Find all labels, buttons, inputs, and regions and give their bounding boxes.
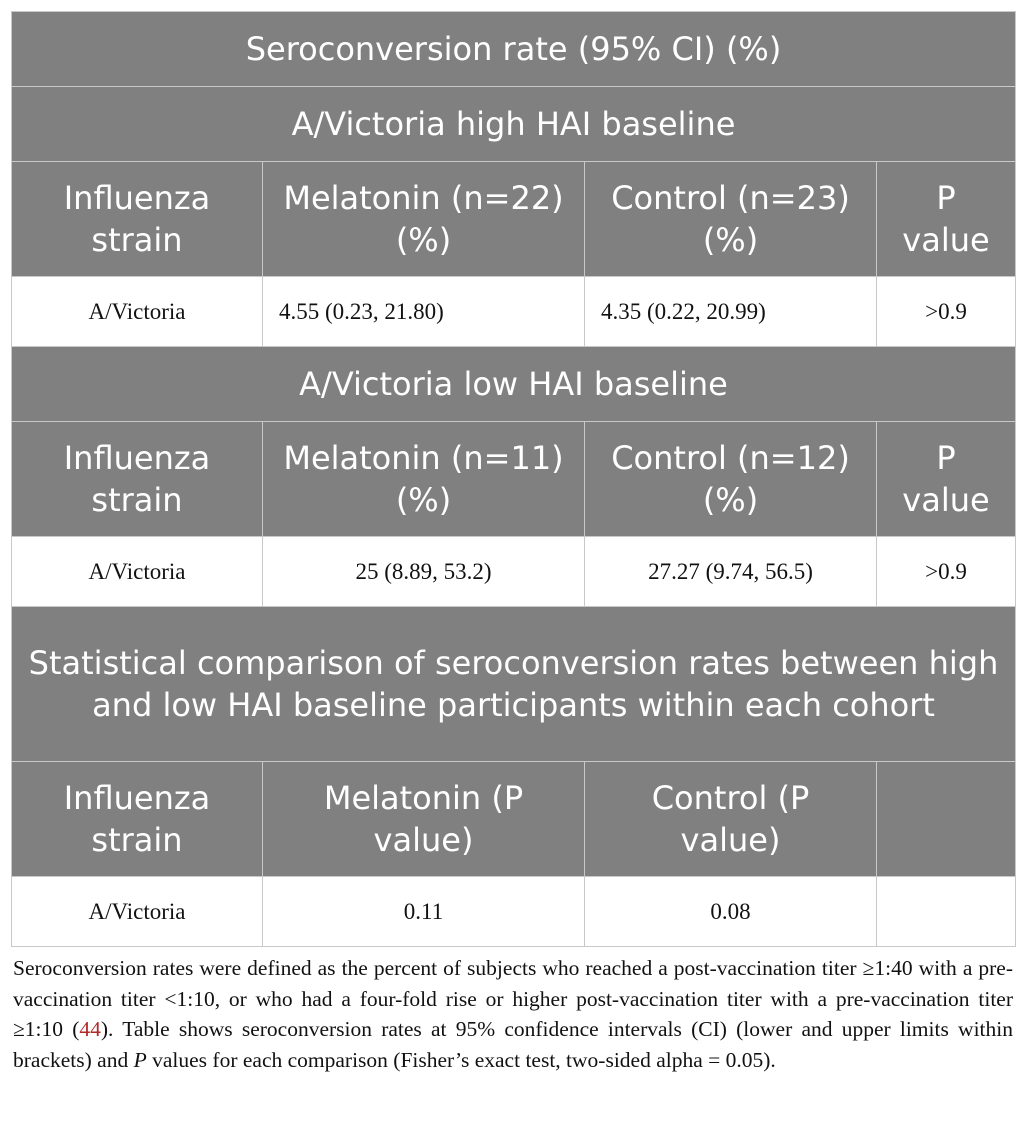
seroconversion-table bbox=[11, 11, 1016, 947]
footnote-text-2: ). Table shows seroconversion rates at 95% confidence intervals (CI) (lower and upper limits within brackets) and bbox=[13, 1017, 1013, 1072]
cell-control: 4.35 (0.22, 20.99) bbox=[585, 277, 877, 347]
reference-link[interactable]: 44 bbox=[79, 1017, 101, 1041]
table-footnote bbox=[13, 953, 1013, 1075]
column-header-control: Control (n=12) (%) bbox=[585, 422, 877, 537]
column-header-melatonin: Melatonin (n=11) (%) bbox=[263, 422, 585, 537]
cell-melatonin: 4.55 (0.23, 21.80) bbox=[263, 277, 585, 347]
column-header-empty bbox=[877, 762, 1016, 877]
header-row-high-baseline bbox=[12, 162, 1016, 277]
cell-strain: A/Victoria bbox=[12, 877, 263, 947]
column-header-strain: Influenza strain bbox=[12, 422, 263, 537]
table-row bbox=[12, 277, 1016, 347]
table-row bbox=[12, 877, 1016, 947]
column-header-melatonin-p: Melatonin (P value) bbox=[263, 762, 585, 877]
column-header-control: Control (n=23) (%) bbox=[585, 162, 877, 277]
column-header-strain: Influenza strain bbox=[12, 762, 263, 877]
cell-control-p: 0.08 bbox=[585, 877, 877, 947]
cell-strain: A/Victoria bbox=[12, 277, 263, 347]
column-header-p-value: P value bbox=[877, 422, 1016, 537]
cell-melatonin: 25 (8.89, 53.2) bbox=[263, 537, 585, 607]
footnote-p-italic: P bbox=[133, 1047, 147, 1072]
cell-p-value: >0.9 bbox=[877, 537, 1016, 607]
header-row-low-baseline bbox=[12, 422, 1016, 537]
section-title-low-baseline: A/Victoria low HAI baseline bbox=[12, 347, 1016, 422]
header-row-comparison bbox=[12, 762, 1016, 877]
column-header-strain: Influenza strain bbox=[12, 162, 263, 277]
cell-control: 27.27 (9.74, 56.5) bbox=[585, 537, 877, 607]
column-header-melatonin: Melatonin (n=22) (%) bbox=[263, 162, 585, 277]
section-title-comparison: Statistical comparison of seroconversion rates between high and low HAI baseline participants within each cohort bbox=[12, 607, 1016, 762]
footnote-text-1: Seroconversion rates were defined as the percent of subjects who reached a post-vaccination titer ≥1:40 with a pre-vaccination titer <1:10, or who had a four-fold rise or higher post-vaccination titer with a pre-vaccination titer ≥1:10 ( bbox=[13, 956, 1013, 1041]
cell-empty bbox=[877, 877, 1016, 947]
footnote-text-3: values for each comparison (Fisher’s exact test, two-sided alpha = 0.05). bbox=[146, 1047, 776, 1072]
cell-p-value: >0.9 bbox=[877, 277, 1016, 347]
table-row bbox=[12, 537, 1016, 607]
table-title: Seroconversion rate (95% CI) (%) bbox=[12, 12, 1016, 87]
column-header-control-p: Control (P value) bbox=[585, 762, 877, 877]
cell-strain: A/Victoria bbox=[12, 537, 263, 607]
column-header-p-value: P value bbox=[877, 162, 1016, 277]
section-title-high-baseline: A/Victoria high HAI baseline bbox=[12, 87, 1016, 162]
cell-melatonin-p: 0.11 bbox=[263, 877, 585, 947]
